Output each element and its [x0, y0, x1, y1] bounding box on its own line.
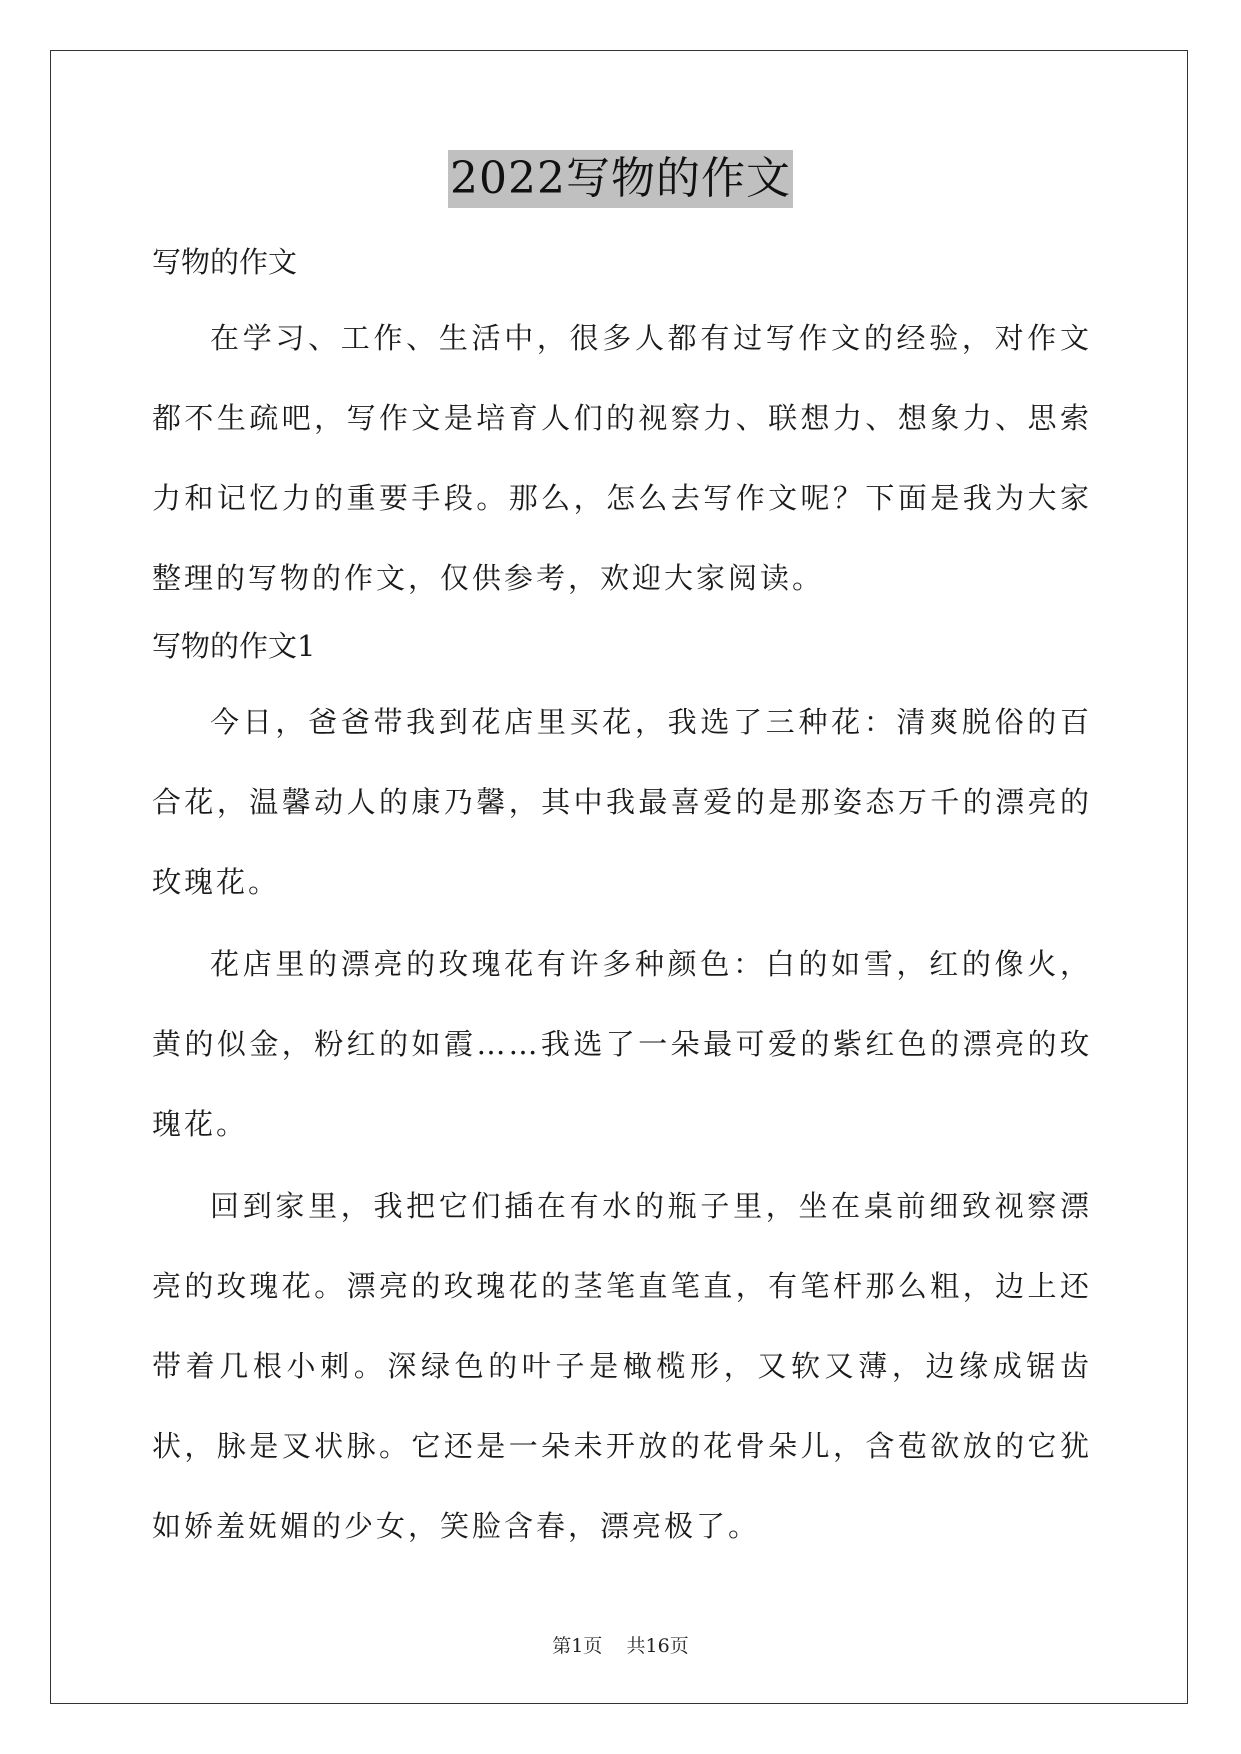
page-footer: [0, 1634, 1241, 1658]
page-number: 第1页: [552, 1635, 603, 1657]
page-total: 共16页: [626, 1635, 689, 1657]
section-heading: 写物的作文: [152, 245, 298, 279]
title-area: [0, 150, 1241, 208]
section-heading: 写物的作文1: [152, 629, 316, 663]
document-title: 2022写物的作文: [448, 150, 793, 208]
paragraph: 在学习、工作、生活中，很多人都有过写作文的经验，对作文都不生疏吧，写作文是培育人们的视察力、联想力、想象力、思索力和记忆力的重要手段。那么，怎么去写作文呢？下面是我为大家整理的写物的作文，仅供参考，欢迎大家阅读。: [152, 321, 1092, 595]
paragraph: 花店里的漂亮的玫瑰花有许多种颜色：白的如雪，红的像火，黄的似金，粉红的如霞……我选了一朵最可爱的紫红色的漂亮的玫瑰花。: [152, 947, 1092, 1141]
paragraph: 回到家里，我把它们插在有水的瓶子里，坐在桌前细致视察漂亮的玫瑰花。漂亮的玫瑰花的茎笔直笔直，有笔杆那么粗，边上还带着几根小刺。深绿色的叶子是橄榄形，又软又薄，边缘成锯齿状，脉是叉状脉。它还是一朵未开放的花骨朵儿，含苞欲放的它犹如娇羞妩媚的少女，笑脸含春，漂亮极了。: [152, 1189, 1092, 1543]
document-body: [152, 240, 1092, 1568]
paragraph: 今日，爸爸带我到花店里买花，我选了三种花：清爽脱俗的百合花，温馨动人的康乃馨，其中我最喜爱的是那姿态万千的漂亮的玫瑰花。: [152, 705, 1092, 899]
